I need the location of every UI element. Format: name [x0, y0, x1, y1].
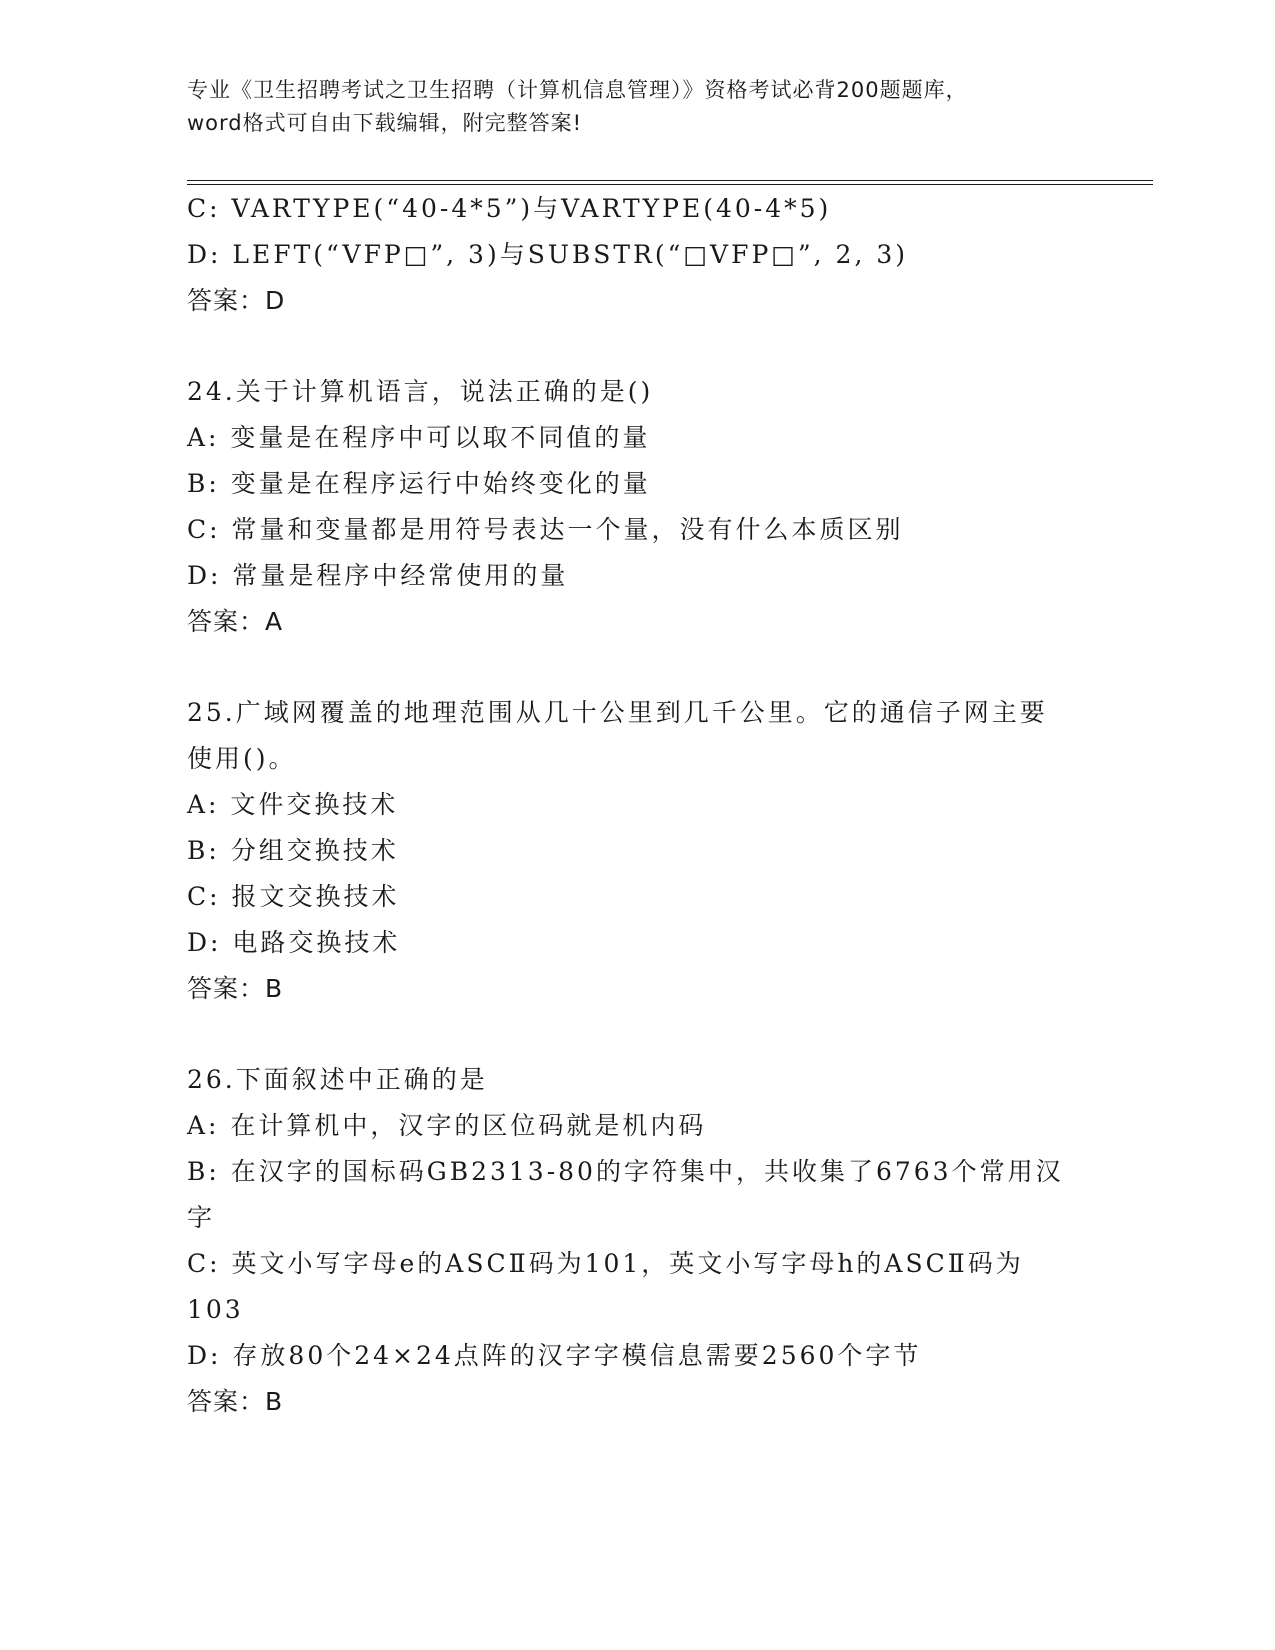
option-a: A: 文件交换技术 [187, 790, 399, 819]
option-d: D: 电路交换技术 [187, 928, 401, 957]
answer: 答案：A [187, 607, 284, 636]
answer: 答案：B [187, 1387, 284, 1416]
option-b: B: 分组交换技术 [187, 836, 399, 865]
document-header [187, 74, 1067, 140]
header-line-2: word格式可自由下载编辑，附完整答案! [187, 111, 583, 135]
spacer [187, 1012, 1087, 1057]
header-divider-bottom [187, 184, 1153, 185]
question-text-line-2: 使用()。 [187, 744, 297, 773]
question-24 [187, 369, 1087, 645]
spacer [187, 645, 1087, 690]
option-c: C: VARTYPE(“40-4*5”)与VARTYPE(40-4*5) [187, 194, 832, 223]
question-text: 24.关于计算机语言，说法正确的是() [187, 377, 654, 406]
header-line-1: 专业《卫生招聘考试之卫生招聘（计算机信息管理）》资格考试必背200题题库， [187, 78, 968, 102]
option-c: C: 报文交换技术 [187, 882, 400, 911]
question-23-tail [187, 186, 1087, 324]
option-d: D: 存放80个24×24点阵的汉字字模信息需要2560个字节 [187, 1341, 922, 1370]
question-26 [187, 1057, 1087, 1425]
option-c-line-1: C: 英文小写字母e的ASCⅡ码为101，英文小写字母h的ASCⅡ码为 [187, 1249, 1024, 1278]
option-d: D: 常量是程序中经常使用的量 [187, 561, 569, 590]
option-a: A: 变量是在程序中可以取不同值的量 [187, 423, 651, 452]
option-a: A: 在计算机中，汉字的区位码就是机内码 [187, 1111, 707, 1140]
question-text-line-1: 25.广域网覆盖的地理范围从几十公里到几千公里。它的通信子网主要 [187, 698, 1048, 727]
answer: 答案：D [187, 286, 286, 315]
answer: 答案：B [187, 974, 284, 1003]
spacer [187, 324, 1087, 369]
question-25 [187, 690, 1087, 1012]
option-c-line-2: 103 [187, 1295, 244, 1324]
question-text: 26.下面叙述中正确的是 [187, 1065, 488, 1094]
option-b: B: 变量是在程序运行中始终变化的量 [187, 469, 651, 498]
option-b-line-1: B: 在汉字的国标码GB2313-80的字符集中，共收集了6763个常用汉 [187, 1157, 1064, 1186]
header-divider-top [187, 180, 1153, 181]
option-c: C: 常量和变量都是用符号表达一个量，没有什么本质区别 [187, 515, 904, 544]
option-d: D: LEFT(“VFP□”, 3)与SUBSTR(“□VFP□”, 2, 3) [187, 240, 909, 269]
option-b-line-2: 字 [187, 1203, 216, 1232]
question-content [187, 186, 1087, 1425]
